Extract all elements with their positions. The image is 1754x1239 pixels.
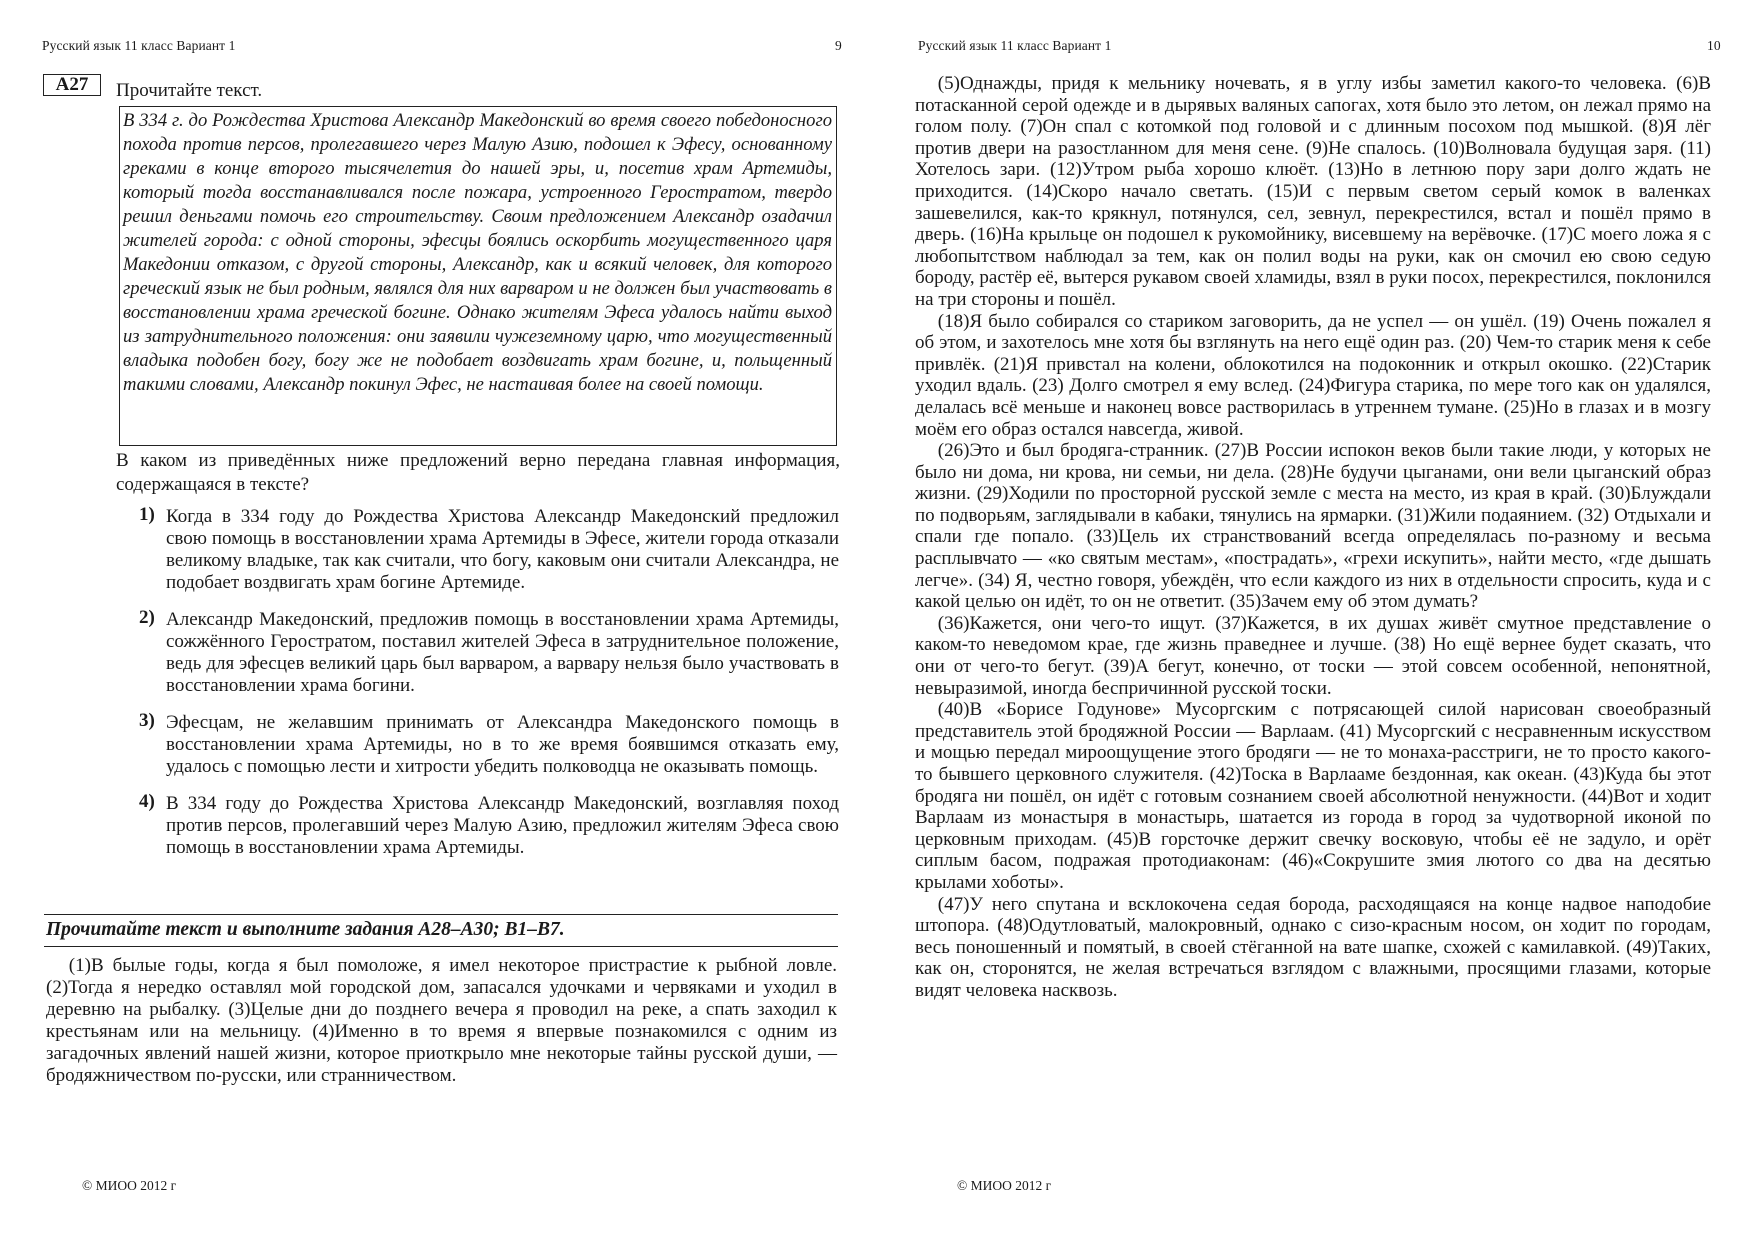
divider — [44, 914, 838, 915]
answer-option — [139, 506, 839, 594]
page-right — [877, 0, 1754, 1239]
task-question: В каком из приведённых ниже предложений верно передана главная информация, содержащаяся в тексте? — [116, 450, 840, 495]
passage-paragraph: (18)Я было собирался со стариком заговорить, да не успел — он ушёл. (19) Очень пожалел я об этом, и захотелось мне хотя бы взглянуть на него ещё один раз. (20) Чем-то старик меня к себе привлёк. (21)Я привстал на колени, облокотился на подоконник и открыл окошко. (22)Старик уходил вдаль. (23) Долго смотрел я ему вслед. (24)Фигура старика, по мере того как он удалялся, делалась всё меньше и наконец вовсе растворилась в утреннем тумане. (25)Но в глазах и в мозгу моём его образ остался навсегда, живой. — [915, 310, 1711, 440]
passage-paragraph: (36)Кажется, они чего-то ищут. (37)Кажется, в их душах живёт смутное представление о каком-то неведомом крае, где жизнь праведнее и лучше. (38) Но ещё вернее будет сказать, что они от чего-то бегут. (39)А бегут, конечно, от тоски — этой совсем особенной, непонятной, невыразимой, иногда беспричинной русской тоски. — [915, 612, 1711, 699]
option-number: 3) — [139, 710, 155, 731]
page-number: 9 — [835, 38, 842, 53]
header-title: Русский язык 11 класс Вариант 1 — [42, 38, 236, 53]
passage-paragraph: (5)Однажды, придя к мельнику ночевать, я в углу избы заметил какого-то человека. (6)В потасканной серой одежде и в дырявых валяных сапогах, хотя было это летом, он лежал прямо на голом полу. (7)Он спал с котомкой под головой и с длинным посохом под мышкой. (8)Я лёг против двери на разостланном для меня сене. (9)Не спалось. (10)Волновала будущая заря. (11) Хотелось зари. (12)Утром рыба хорошо клюёт. (13)Но в летнюю пору зари долго ждать не приходится. (14)Скоро начало светать. (15)И с первым светом серый комок в валенках зашевелился, как-то крякнул, потянулся, сел, зевнул, перекрестился, встал и пошёл прямо в дверь. (16)На крыльце он подошел к рукомойнику, висевшему на верёвочке. (17)С моего ложа я с любопытством наблюдал за тем, как он полил воды на руки, как он смочил ею свою седую бороду, растёр её, вытерся рукавом своей хламиды, взял в руки посох, перекрестился, поклонился на три стороны и пошёл. — [915, 73, 1711, 310]
passage-left — [46, 955, 837, 1087]
option-number: 1) — [139, 504, 155, 525]
option-text: Эфесцам, не желавшим принимать от Александра Македонского помощь в восстановлении храма Артемиды, но в то же время боявшимся отказать ему, удалось с помощью лести и хитрости убедить полководца не оказывать помощь. — [166, 712, 839, 777]
answer-option — [139, 793, 839, 859]
answer-options — [139, 506, 839, 874]
page-number: 10 — [1707, 38, 1721, 53]
divider — [44, 946, 838, 947]
answer-option — [139, 712, 839, 778]
passage-paragraph: (47)У него спутана и всклокочена седая борода, расходящаяся на конце надвое наподобие штопора. (48)Одутловатый, малокровный, однако с сизо-красным носом, он ходит по городам, весь поношенный и помятый, в своей стёганной на вате шапке, схожей с камилавкой. (49)Таких, как он, сторонятся, не желая встречаться взглядом с влажными, просящими глазами, которые видят человека насквозь. — [915, 893, 1711, 1001]
option-number: 2) — [139, 607, 155, 628]
passage-paragraph: (1)В былые годы, когда я был помоложе, я имел некоторое пристрастие к рыбной ловле. (2)Тогда я нередко оставлял мой городской дом, запасался удочками и червяками и уходил в деревню на рыбалку. (3)Целые дни до позднего вечера я проводил на реке, а спать заходил к крестьянам или на мельницу. (4)Именно в то время я впервые познакомился с одним из загадочных явлений нашей жизни, которое приоткрыло мне некоторые тайны русской души, — бродяжничеством по-русски, или странничеством. — [46, 955, 837, 1086]
option-number: 4) — [139, 791, 155, 812]
option-text: Александр Македонский, предложив помощь в восстановлении храма Артемиды, сожжённого Геростратом, поставил жителей Эфеса в затруднительное положение, ведь для эфесцев великий царь был варваром, а варвару нельзя было участвовать в восстановлении храма богини. — [166, 609, 839, 696]
boxed-source-text — [119, 106, 837, 446]
option-text: Когда в 334 году до Рождества Христова Александр Македонский предложил свою помощь в восстановлении храма Артемиды в Эфесе, жители города отказали великому владыке, так как считали, что богу, каковым они считали Александра, не подобает воздвигать храм богине Артемиде. — [166, 506, 839, 593]
passage-paragraph: (40)В «Борисе Годунове» Мусоргским с потрясающей силой нарисован своеобразный представитель этой бродяжной России — Варлаам. (41) Мусоргский с несравненным искусством и мощью передал мироощущение этого бродяги — не то монаха-расстриги, не то просто какого-то бывшего церковного служителя. (42)Тоска в Варлааме бездонная, как океан. (43)Куда бы этот бродяга ни пошёл, он идёт с готовым сознанием своей абсолютной ненужности. (44)Вот и ходит Варлаам из монастыря в монастырь, шатается из города в город за чудотворной иконой по церковным приходам. (45)В горсточке держит свечку восковую, чтобы её не задуло, и орёт сиплым басом, подражая протодиаконам: (46)«Сокрушите змия лютого со два на десятью крылами хоботы». — [915, 699, 1711, 893]
answer-option — [139, 609, 839, 697]
boxed-text: В 334 г. до Рождества Христова Александр Македонский во время своего победоносного похода против персов, пролегавшего через Малую Азию, подошел к Эфесу, основанному греками в конце второго тысячелетия до нашей эры, и, посетив храм Артемиды, который тогда восстанавливался после пожара, устроенного Геростратом, твердо решил деньгами помочь его строительству. Своим предложением Александр озадачил жителей города: с одной стороны, эфесцы боялись оскорбить могущественного царя Македонии отказом, с другой стороны, Александр, как и всякий человек, для которого греческий язык не был родным, являлся для них варваром и не должен был участвовать в восстановлении храма греческой богине. Однако жителям Эфеса удалось найти выход из затруднительного положения: они заявили чужеземному царю, что могущественный владыка подобен богу, богу же не подобает воздвигать храм богине, и, польщенный такими словами, Александр покинул Эфес, не настаивая более на своей помощи. — [123, 110, 832, 395]
option-text: В 334 году до Рождества Христова Александр Македонский, возглавляя поход против персов, пролегавший через Малую Азию, предложил жителям Эфеса свою помощь в восстановлении храма Артемиды. — [166, 793, 839, 858]
footer-copyright: © МИОО 2012 г — [957, 1178, 1052, 1193]
passage-paragraph: (26)Это и был бродяга-странник. (27)В России испокон веков были такие люди, у которых не было ни дома, ни крова, ни семьи, ни дела. (28)Не будучи цыганами, они вели цыганский образ жизни. (29)Ходили по просторной русской земле с места на место, из края в край. (30)Блуждали по подворьям, заглядывали в кабаки, тянулись на ярмарки. (31)Жили подаянием. (32) Отдыхали и спали где попало. (33)Цель их странствований всегда определялась по-разному и весьма расплывчато — «ко святым местам», «пострадать», «грехи искупить», найти место, «где дышать легче». (34) Я, честно говоря, убеждён, что если каждого из них в отдельности спросить, куда и с какой целью он идёт, то он не ответит. (35)Зачем ему об этом думать? — [915, 440, 1711, 613]
footer-copyright: © МИОО 2012 г — [82, 1178, 177, 1193]
section-instruction: Прочитайте текст и выполните задания А28–А30; В1–В7. — [46, 919, 565, 940]
passage-right — [915, 73, 1711, 1002]
task-prompt: Прочитайте текст. — [116, 80, 263, 101]
header-title: Русский язык 11 класс Вариант 1 — [918, 38, 1112, 53]
task-badge: А27 — [43, 74, 101, 96]
